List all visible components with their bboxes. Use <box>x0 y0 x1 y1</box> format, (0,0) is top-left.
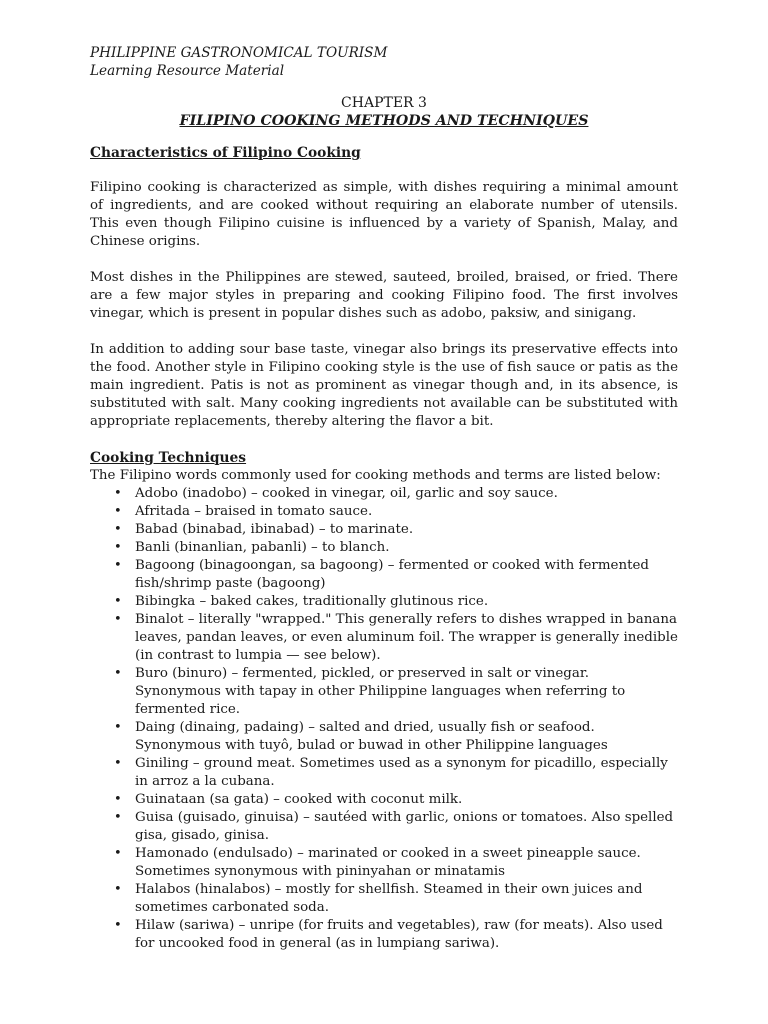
bullet-icon: • <box>114 846 122 861</box>
bullet-icon: • <box>114 810 122 825</box>
list-item <box>90 611 678 665</box>
bullet-icon: • <box>114 882 122 897</box>
list-item-text: Daing (dinaing, padaing) – salted and dried, usually fish or seafood. Synonymous with tuyô, bulad or buwad in other Philippine languages <box>135 720 608 753</box>
list-item <box>90 719 678 755</box>
list-item-text: Adobo (inadobo) – cooked in vinegar, oil, garlic and soy sauce. <box>135 486 558 501</box>
list-item <box>90 521 678 539</box>
list-item <box>90 539 678 557</box>
list-item-text: Hilaw (sariwa) – unripe (for fruits and vegetables), raw (for meats). Also used for uncooked food in general (as in lumpiang sariwa). <box>135 918 663 951</box>
list-item <box>90 593 678 611</box>
running-header-title: PHILIPPINE GASTRONOMICAL TOURISM <box>90 45 388 61</box>
list-item <box>90 755 678 791</box>
bullet-icon: • <box>114 486 122 501</box>
list-item-text: Guisa (guisado, ginuisa) – sautéed with garlic, onions or tomatoes. Also spelled gisa, gisado, ginisa. <box>135 810 674 843</box>
chapter-title: FILIPINO COOKING METHODS AND TECHNIQUES <box>179 113 589 129</box>
list-item <box>90 503 678 521</box>
list-item <box>90 665 678 719</box>
chapter-number: CHAPTER 3 <box>341 95 427 111</box>
list-item <box>90 917 678 953</box>
bullet-icon: • <box>114 558 122 573</box>
list-item-text: Babad (binabad, ibinabad) – to marinate. <box>135 522 414 537</box>
bullet-icon: • <box>114 594 122 609</box>
list-item-text: Halabos (hinalabos) – mostly for shellfish. Steamed in their own juices and sometimes carbonated soda. <box>135 882 643 915</box>
characteristics-heading: Characteristics of Filipino Cooking <box>90 145 361 161</box>
list-item-text: Guinataan (sa gata) – cooked with coconut milk. <box>135 792 463 807</box>
list-item-text: Buro (binuro) – fermented, pickled, or preserved in salt or vinegar. Synonymous with tapay in other Philippine languages when referring to fermented rice. <box>135 666 626 717</box>
bullet-icon: • <box>114 612 122 627</box>
bullet-icon: • <box>114 540 122 555</box>
techniques-list <box>90 485 678 953</box>
cooking-techniques-heading: Cooking Techniques <box>90 450 247 466</box>
bullet-icon: • <box>114 756 122 771</box>
list-item <box>90 557 678 593</box>
list-item <box>90 791 678 809</box>
bullet-icon: • <box>114 792 122 807</box>
techniques-intro: The Filipino words commonly used for cooking methods and terms are listed below: <box>90 468 661 483</box>
list-item-text: Hamonado (endulsado) – marinated or cooked in a sweet pineapple sauce. Sometimes synonymous with pininyahan or minatamis <box>135 846 641 879</box>
list-item-text: Bibingka – baked cakes, traditionally glutinous rice. <box>135 594 489 609</box>
list-item-text: Giniling – ground meat. Sometimes used as a synonym for picadillo, especially in arroz a la cubana. <box>135 756 668 789</box>
bullet-icon: • <box>114 504 122 519</box>
bullet-icon: • <box>114 918 122 933</box>
running-header-subtitle: Learning Resource Material <box>90 63 285 79</box>
list-item-text: Bagoong (binagoongan, sa bagoong) – fermented or cooked with fermented fish/shrimp paste (bagoong) <box>135 558 649 591</box>
paragraph: In addition to adding sour base taste, vinegar also brings its preservative effects into the food. Another style in Filipino cooking style is the use of fish sauce or patis as the main ingredient. Patis is not as prominent as vinegar though and, in its absence, is substituted with salt. Many cooking ingredients not available can be substituted with appropriate replacements, thereby altering the flavor a bit. <box>90 342 678 429</box>
bullet-icon: • <box>114 720 122 735</box>
paragraph: Filipino cooking is characterized as simple, with dishes requiring a minimal amount of ingredients, and are cooked without requiring an elaborate number of utensils. This even though Filipino cuisine is influenced by a variety of Spanish, Malay, and Chinese origins. <box>90 180 678 249</box>
list-item <box>90 845 678 881</box>
bullet-icon: • <box>114 522 122 537</box>
list-item <box>90 809 678 845</box>
list-item-text: Afritada – braised in tomato sauce. <box>135 504 373 519</box>
list-item <box>90 881 678 917</box>
bullet-icon: • <box>114 666 122 681</box>
paragraph: Most dishes in the Philippines are stewed, sauteed, broiled, braised, or fried. There are a few major styles in preparing and cooking Filipino food. The first involves vinegar, which is present in popular dishes such as adobo, paksiw, and sinigang. <box>90 270 678 321</box>
list-item-text: Banli (binanlian, pabanli) – to blanch. <box>135 540 390 555</box>
list-item-text: Binalot – literally "wrapped." This generally refers to dishes wrapped in banana leaves, pandan leaves, or even aluminum foil. The wrapper is generally inedible (in contrast to lumpia — see below). <box>135 612 678 663</box>
list-item <box>90 485 678 503</box>
